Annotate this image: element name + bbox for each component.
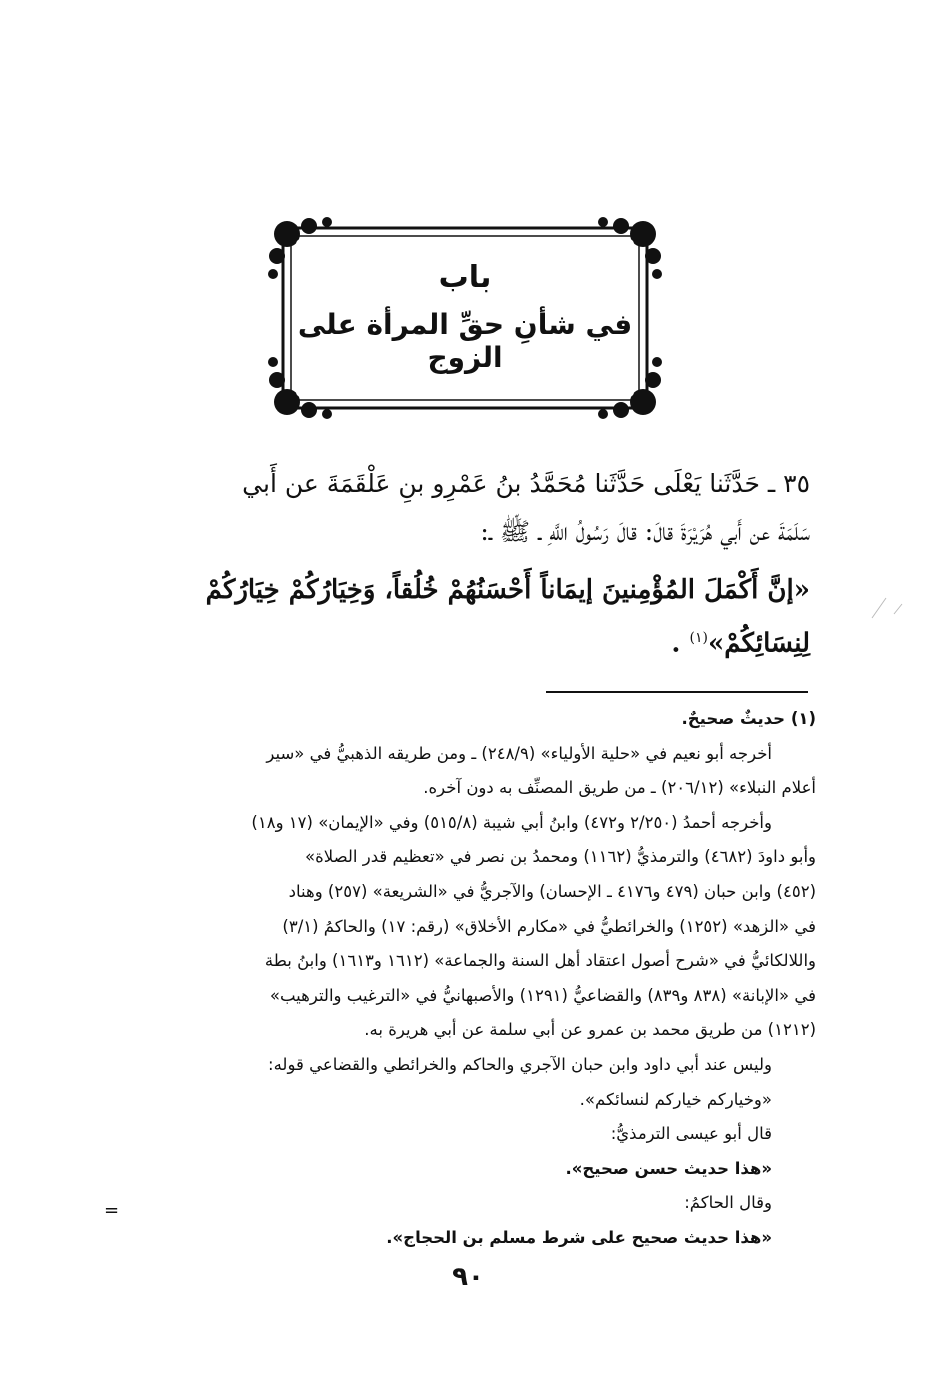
end-mark: . [671, 628, 681, 659]
hadith-text-end: لِنِسَائِكُمْ» [707, 628, 810, 659]
footnote-line: في «الزهد» (١٢٥٢) والخرائطيُّ في «مكارم الأخلاق» (رقم: ١٧) والحاكمُ (٣/١) [282, 916, 816, 936]
footnote-line: أعلام النبلاء» (٢٠٦/١٢) ـ من طريق المصنِّف به دون آخره. [423, 778, 816, 798]
footnote-line: واللالكائيُّ في «شرح أصول اعتقاد أهل السنة والجماعة» (١٦١٢ و١٦١٣) وابنُ بطة [264, 951, 816, 971]
footnote-line: (٤٥٢) وابن حبان (٤٧٩ و٤١٧٦ ـ الإحسان) والآجريُّ في «الشريعة» (٢٥٧) وهناد [288, 881, 816, 901]
footnote-line: في «الإبانة» (٨٣٨ و٨٣٩) والقضاعيُّ (١٢٩١) والأصبهانيُّ في «الترغيب والترهيب» [269, 985, 816, 1005]
chapter-word: باب [438, 260, 492, 295]
hadith-text [118, 566, 810, 668]
footnote-line: «هذا حديث صحيح على شرط مسلم بن الحجاج». [386, 1227, 772, 1247]
footnote-reference[interactable]: (١) [689, 630, 708, 646]
footnote-line: قال أبو عيسى الترمذيُّ: [610, 1124, 772, 1144]
footnote-line: وليس عند أبي داود وابن حبان الآجري والحاكم والخرائطي والقضاعي قوله: [268, 1054, 772, 1074]
footnotes [108, 702, 816, 1256]
hadith-text-line [118, 614, 810, 668]
stray-mark [868, 588, 908, 628]
hadith-text-line: «إنَّ أَكْمَلَ المُؤْمِنينَ إيمَاناً أَحْسَنُهُمْ خُلُقاً، وَخِيَارُكُمْ خِيَارُكُمْ [205, 575, 810, 605]
footnote-line: وأبو داودَ (٤٦٨٢) والترمذيُّ (١١٦٢) ومحمدُ بن نصر في «تعظيم قدر الصلاة» [305, 847, 816, 867]
footnote-line: «هذا حديث حسن صحيح». [565, 1158, 772, 1178]
footnote-divider [546, 691, 808, 693]
chapter-heading-frame [265, 212, 665, 424]
narration-line: سَلَمَةَ عن أَبي هُرَيْرَةَ قالَ: قالَ رَسُولُ اللَّهِ ـ ﷺ ـ: [480, 517, 810, 546]
footnote-line: أخرجه أبو نعيم في «حلية الأولياء» (٢٤٨/٩) ـ ومن طريقه الذهبيُّ في «سير [266, 743, 772, 763]
footnote-line: وقال الحاكمُ: [684, 1193, 772, 1213]
footnote-line: «وخياركم خياركم لنسائكم». [579, 1089, 772, 1109]
footnote-line: (١) حديثٌ صحيحٌ. [681, 709, 816, 728]
narration-line: ٣٥ ـ حَدَّثَنا يَعْلَى حَدَّثَنا مُحَمَّدُ بنُ عَمْرِو بنِ عَلْقَمَةَ عن أَبي [242, 469, 810, 498]
continuation-mark: = [104, 1200, 120, 1221]
chapter-title: في شأنِ حقِّ المرأة على الزوج [297, 308, 633, 374]
footnote-line: وأخرجه أحمدُ (٢/٢٥٠ و٤٧٢) وابنُ أبي شيبة (٥١٥/٨) وفي «الإيمان» (١٧ و١٨) [251, 812, 772, 832]
footnote-line: (١٢١٢) من طريق محمد بن عمرو عن أبي سلمة عن أبي هريرة به. [364, 1020, 816, 1040]
page-number: ٩٠ [452, 1262, 484, 1292]
hadith-narration [118, 460, 810, 556]
